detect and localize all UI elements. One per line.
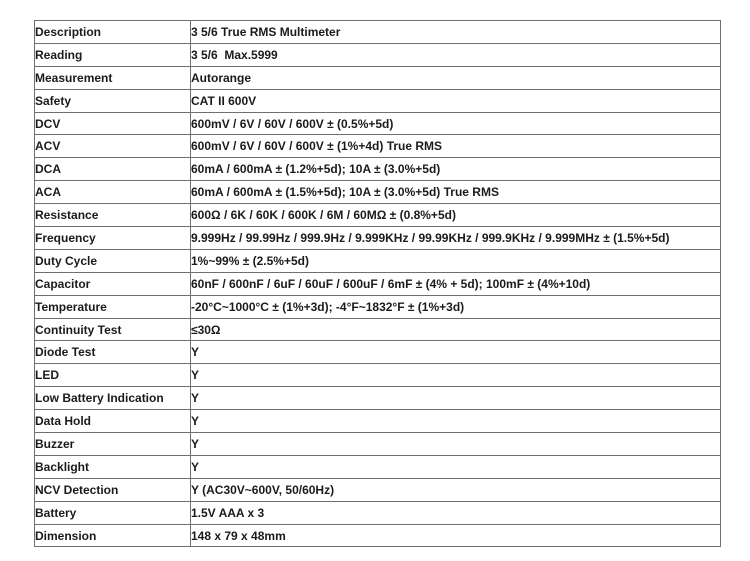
spec-value-cell: 1.5V AAA x 3 — [191, 501, 721, 524]
spec-row — [35, 295, 721, 318]
spec-table-body — [35, 21, 721, 547]
spec-value-cell: 9.999Hz / 99.99Hz / 999.9Hz / 9.999KHz / 99.99KHz / 999.9KHz / 9.999MHz ± (1.5%+5d) — [191, 227, 721, 250]
spec-value-cell: 600Ω / 6K / 60K / 600K / 6M / 60MΩ ± (0.8%+5d) — [191, 204, 721, 227]
spec-row — [35, 318, 721, 341]
spec-row — [35, 181, 721, 204]
spec-value-cell: Y — [191, 341, 721, 364]
spec-label-cell: Buzzer — [35, 433, 191, 456]
spec-value-cell: 148 x 79 x 48mm — [191, 524, 721, 547]
spec-row — [35, 66, 721, 89]
spec-label-cell: ACV — [35, 135, 191, 158]
spec-label-cell: Description — [35, 21, 191, 44]
spec-label-cell: Safety — [35, 89, 191, 112]
spec-label-cell: Reading — [35, 43, 191, 66]
spec-row — [35, 112, 721, 135]
spec-label-cell: DCA — [35, 158, 191, 181]
spec-value-cell: 1%~99% ± (2.5%+5d) — [191, 249, 721, 272]
spec-label-cell: Diode Test — [35, 341, 191, 364]
spec-row — [35, 249, 721, 272]
spec-row — [35, 89, 721, 112]
spec-row — [35, 158, 721, 181]
spec-value-cell: -20°C~1000°C ± (1%+3d); -4°F~1832°F ± (1%+3d) — [191, 295, 721, 318]
spec-label-cell: Resistance — [35, 204, 191, 227]
spec-table — [34, 20, 721, 547]
spec-row — [35, 410, 721, 433]
spec-label-cell: NCV Detection — [35, 478, 191, 501]
spec-row — [35, 478, 721, 501]
spec-label-cell: ACA — [35, 181, 191, 204]
spec-row — [35, 341, 721, 364]
spec-value-cell: 60mA / 600mA ± (1.5%+5d); 10A ± (3.0%+5d) True RMS — [191, 181, 721, 204]
spec-value-cell: 3 5/6 Max.5999 — [191, 43, 721, 66]
spec-value-cell: 3 5/6 True RMS Multimeter — [191, 21, 721, 44]
spec-value-cell: Autorange — [191, 66, 721, 89]
spec-row — [35, 204, 721, 227]
spec-value-cell: Y — [191, 364, 721, 387]
spec-label-cell: Measurement — [35, 66, 191, 89]
spec-label-cell: LED — [35, 364, 191, 387]
spec-label-cell: Dimension — [35, 524, 191, 547]
spec-row — [35, 272, 721, 295]
spec-value-cell: Y (AC30V~600V, 50/60Hz) — [191, 478, 721, 501]
spec-label-cell: Temperature — [35, 295, 191, 318]
spec-row — [35, 43, 721, 66]
spec-label-cell: Backlight — [35, 455, 191, 478]
spec-row — [35, 501, 721, 524]
spec-row — [35, 455, 721, 478]
spec-value-cell: ≤30Ω — [191, 318, 721, 341]
spec-row — [35, 387, 721, 410]
spec-label-cell: Continuity Test — [35, 318, 191, 341]
spec-label-cell: Data Hold — [35, 410, 191, 433]
spec-value-cell: Y — [191, 433, 721, 456]
spec-row — [35, 364, 721, 387]
spec-value-cell: Y — [191, 387, 721, 410]
spec-value-cell: Y — [191, 410, 721, 433]
spec-row — [35, 21, 721, 44]
spec-row — [35, 227, 721, 250]
spec-row — [35, 524, 721, 547]
spec-value-cell: 600mV / 6V / 60V / 600V ± (1%+4d) True RMS — [191, 135, 721, 158]
spec-value-cell: 60mA / 600mA ± (1.2%+5d); 10A ± (3.0%+5d) — [191, 158, 721, 181]
spec-value-cell: CAT II 600V — [191, 89, 721, 112]
spec-value-cell: 600mV / 6V / 60V / 600V ± (0.5%+5d) — [191, 112, 721, 135]
spec-label-cell: Capacitor — [35, 272, 191, 295]
spec-value-cell: 60nF / 600nF / 6uF / 60uF / 600uF / 6mF ± (4% + 5d); 100mF ± (4%+10d) — [191, 272, 721, 295]
spec-row — [35, 433, 721, 456]
spec-label-cell: Low Battery Indication — [35, 387, 191, 410]
spec-label-cell: DCV — [35, 112, 191, 135]
spec-value-cell: Y — [191, 455, 721, 478]
spec-row — [35, 135, 721, 158]
spec-label-cell: Frequency — [35, 227, 191, 250]
spec-label-cell: Battery — [35, 501, 191, 524]
spec-label-cell: Duty Cycle — [35, 249, 191, 272]
